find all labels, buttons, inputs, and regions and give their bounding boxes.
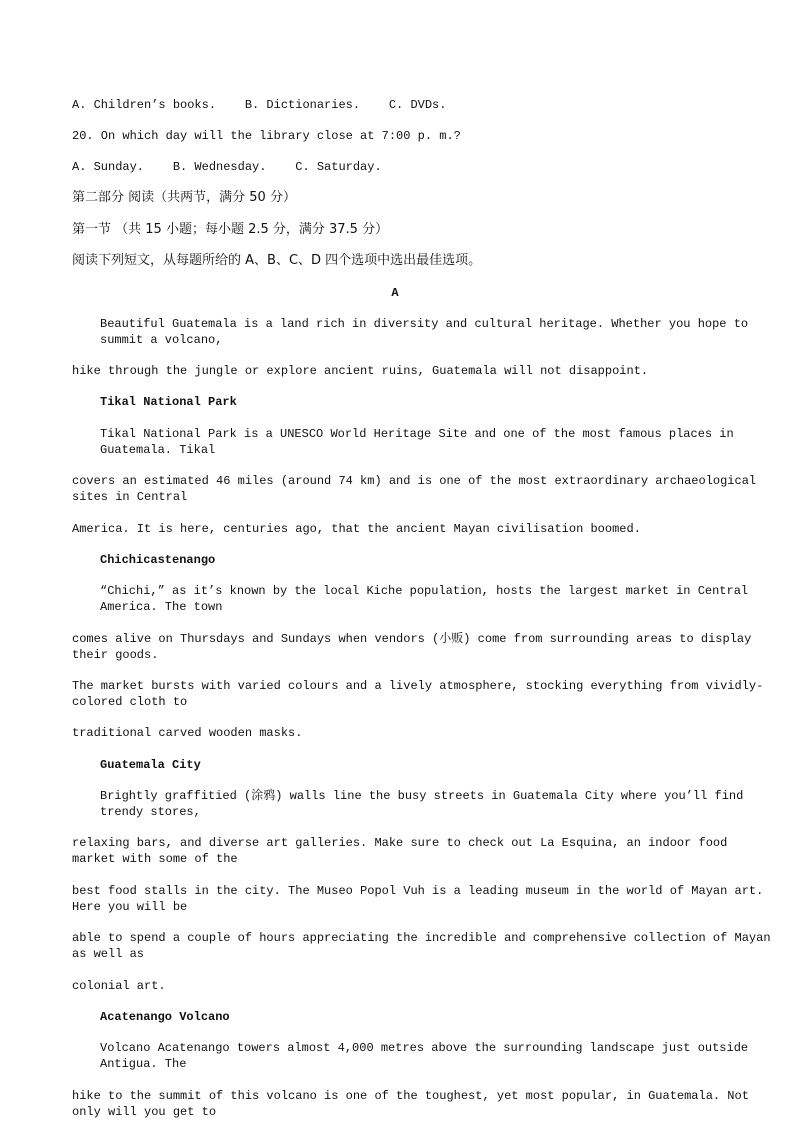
guatemala-city-line-3: best food stalls in the city. The Museo Popol Vuh is a leading museum in the world of Mayan art. Here you will be bbox=[72, 884, 764, 914]
chichi-line-4: traditional carved wooden masks. bbox=[72, 726, 303, 740]
passage-letter: A bbox=[391, 286, 399, 300]
acatenango-heading: Acatenango Volcano bbox=[100, 1010, 230, 1024]
acatenango-line-1: Volcano Acatenango towers almost 4,000 metres above the surrounding landscape just outside Antigua. The bbox=[100, 1041, 749, 1071]
chichi-heading: Chichicastenango bbox=[100, 553, 216, 567]
guatemala-city-line-1: Brightly graffitied (涂鸦) walls line the busy streets in Guatemala City where you’ll find trendy stores, bbox=[100, 789, 744, 819]
chichi-line-1: “Chichi,” as it’s known by the local Kiche population, hosts the largest market in Central America. The town bbox=[100, 584, 749, 614]
chichi-line-3: The market bursts with varied colours and a lively atmosphere, stocking everything from vividly-colored cloth to bbox=[72, 679, 764, 709]
guatemala-city-line-5: colonial art. bbox=[72, 979, 166, 993]
q19-options: A. Children’s books. B. Dictionaries. C. DVDs. bbox=[72, 98, 447, 112]
guatemala-city-line-4: able to spend a couple of hours appreciating the incredible and comprehensive collection of Mayan as well as bbox=[72, 931, 771, 961]
guatemala-city-line-2: relaxing bars, and diverse art galleries. Make sure to check out La Esquina, an indoor food market with some of the bbox=[72, 836, 728, 866]
tikal-line-2: covers an estimated 46 miles (around 74 km) and is one of the most extraordinary archaeological sites in Central bbox=[72, 474, 757, 504]
tikal-line-1: Tikal National Park is a UNESCO World Heritage Site and one of the most famous places in Guatemala. Tikal bbox=[100, 427, 734, 457]
section1-heading: 第一节 （共 15 小题；每小题 2.5 分，满分 37.5 分） bbox=[72, 222, 389, 237]
q20-options: A. Sunday. B. Wednesday. C. Saturday. bbox=[72, 160, 382, 174]
acatenango-line-2: hike to the summit of this volcano is one of the toughest, yet most popular, in Guatemala. Not only will you get to bbox=[72, 1089, 749, 1119]
part2-heading: 第二部分 阅读（共两节，满分 50 分） bbox=[72, 190, 296, 205]
tikal-line-3: America. It is here, centuries ago, that the ancient Mayan civilisation boomed. bbox=[72, 522, 641, 536]
intro-line-1: Beautiful Guatemala is a land rich in diversity and cultural heritage. Whether you hope to summit a volcano, bbox=[100, 317, 749, 347]
instruction: 阅读下列短文，从每题所给的 A、B、C、D 四个选项中选出最佳选项。 bbox=[72, 253, 482, 268]
q20-question: 20. On which day will the library close at 7:00 p. m.? bbox=[72, 129, 461, 143]
chichi-line-2: comes alive on Thursdays and Sundays when vendors (小贩) come from surrounding areas to display their goods. bbox=[72, 632, 752, 662]
intro-line-2: hike through the jungle or explore ancient ruins, Guatemala will not disappoint. bbox=[72, 364, 649, 378]
tikal-heading: Tikal National Park bbox=[100, 395, 237, 409]
guatemala-city-heading: Guatemala City bbox=[100, 758, 201, 772]
